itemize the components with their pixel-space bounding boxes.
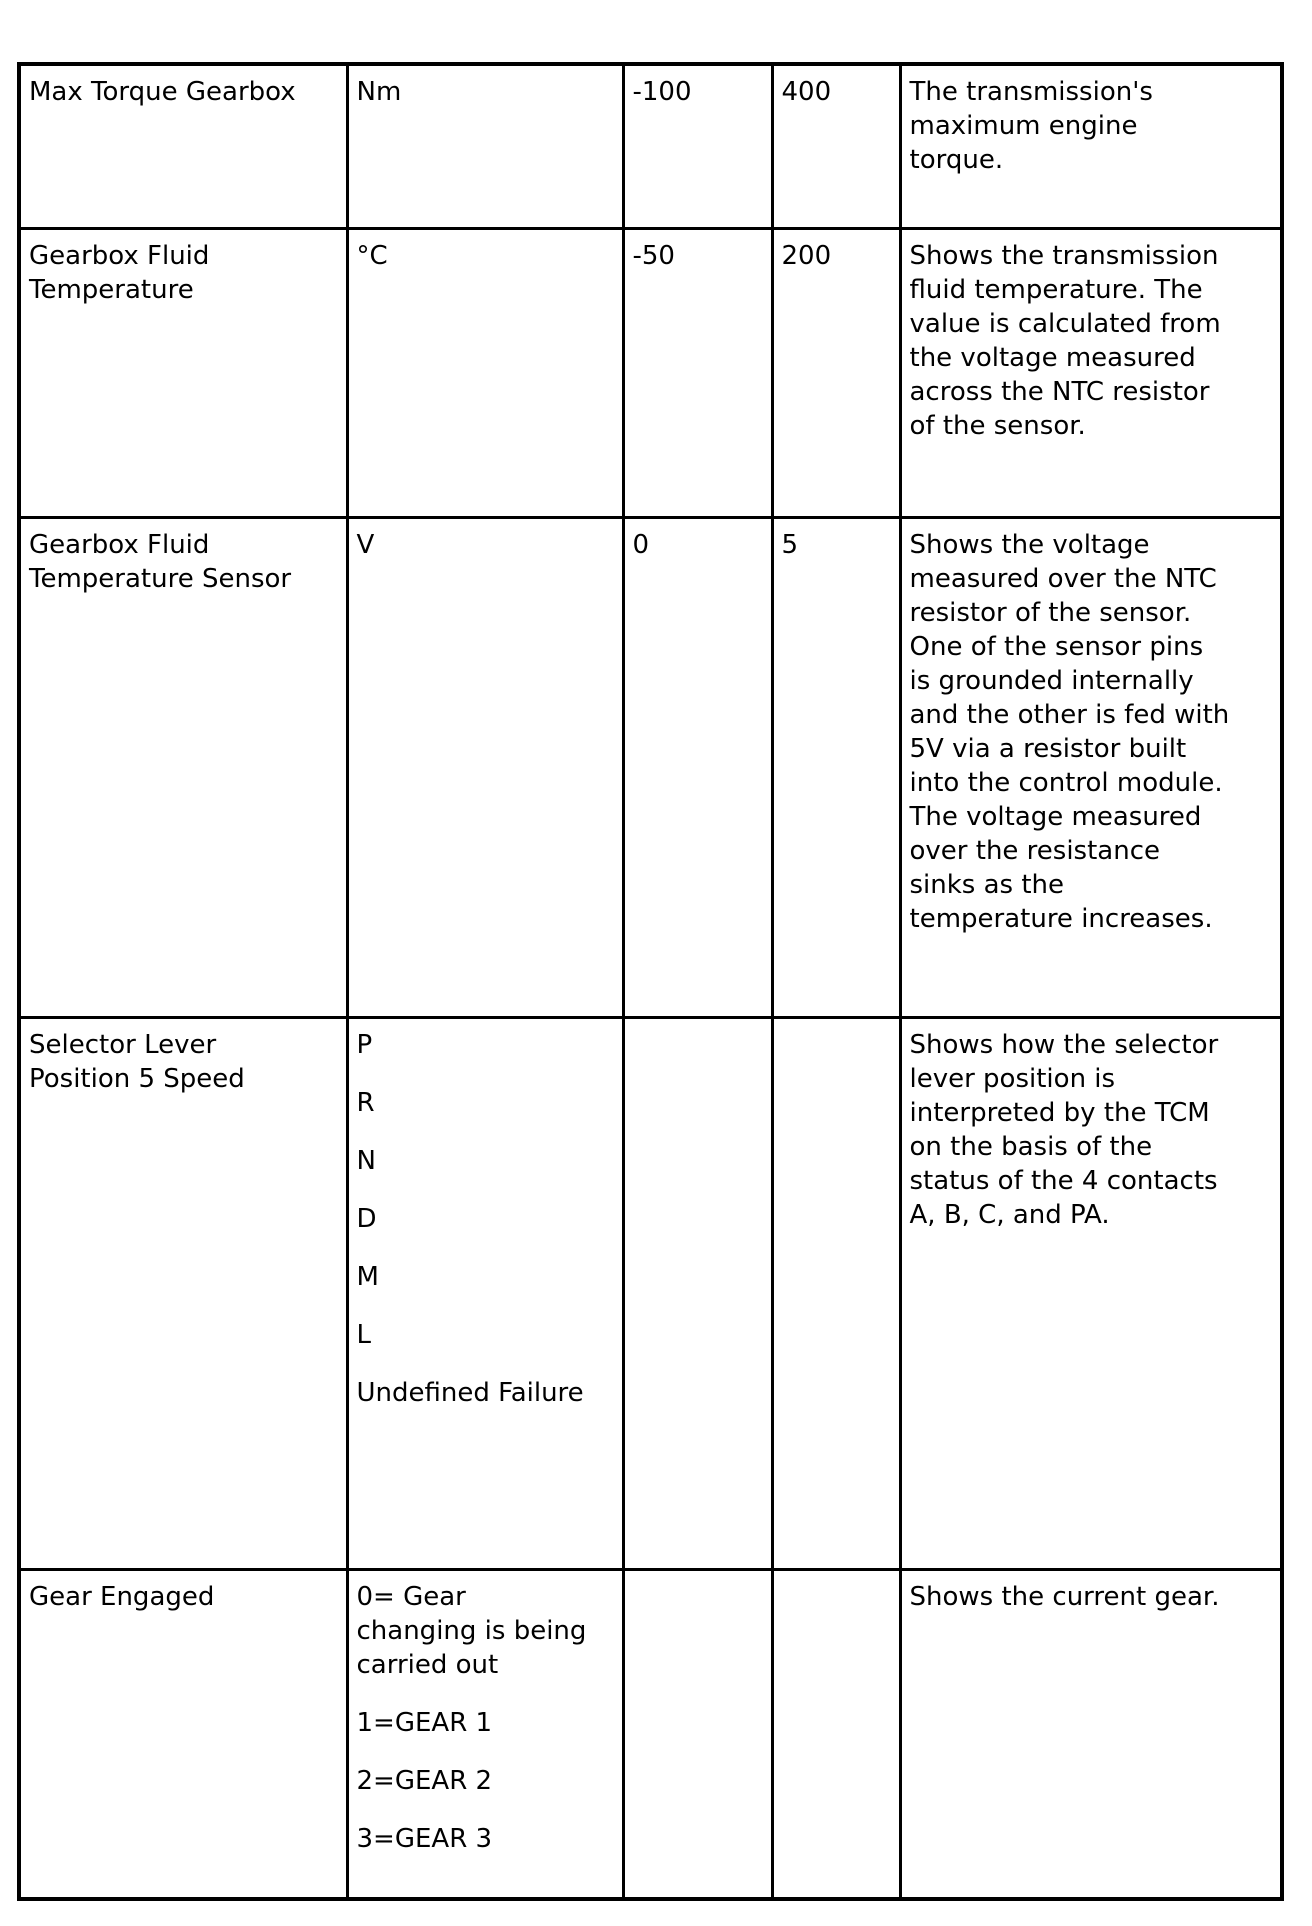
value-line: 3=GEAR 3 [356,1823,493,1854]
unit-values-cell [347,64,623,228]
min-value-cell [623,1569,772,1899]
max-value-cell: 400 [772,64,900,228]
max-value-cell: 200 [772,228,900,517]
value-line: 0= Gear changing is being carried out [356,1581,587,1680]
table-row [19,64,1282,228]
value-line: Undefined Failure [356,1377,584,1408]
unit-values-cell [347,1017,623,1569]
transmission-parameter-table [17,62,1284,1901]
value-line: N [356,1145,376,1176]
value-line: R [356,1087,375,1118]
param-name-cell: Gearbox Fluid Temperature [19,228,347,517]
max-value-cell [772,1569,900,1899]
description-cell: Shows the current gear. [900,1569,1282,1899]
table-row [19,1017,1282,1569]
value-line: 1=GEAR 1 [356,1707,493,1738]
value-line: °C [356,240,388,271]
param-name-cell: Max Torque Gearbox [19,64,347,228]
value-line: M [356,1261,379,1292]
min-value-cell: -100 [623,64,772,228]
max-value-cell: 5 [772,517,900,1017]
min-value-cell: 0 [623,517,772,1017]
unit-values-cell [347,228,623,517]
table-row [19,228,1282,517]
value-line: L [356,1319,371,1350]
description-cell: The transmission's maximum engine torque. [900,64,1282,228]
table-row [19,1569,1282,1899]
min-value-cell: -50 [623,228,772,517]
description-cell: Shows the transmission fluid temperature. The value is calculated from the voltage measured across the NTC resistor of the sensor. [900,228,1282,517]
table-row [19,517,1282,1017]
unit-values-cell [347,517,623,1017]
description-cell: Shows how the selector lever position is interpreted by the TCM on the basis of the status of the 4 contacts A, B, C, and PA. [900,1017,1282,1569]
description-cell: Shows the voltage measured over the NTC resistor of the sensor. One of the sensor pins is grounded internally and the other is fed with 5V via a resistor built into the control module. The voltage measured over the resistance sinks as the temperature increases. [900,517,1282,1017]
value-line: P [356,1029,373,1060]
max-value-cell [772,1017,900,1569]
value-line: 2=GEAR 2 [356,1765,493,1796]
value-line: V [356,529,375,560]
min-value-cell [623,1017,772,1569]
param-name-cell: Selector Lever Position 5 Speed [19,1017,347,1569]
param-name-cell: Gear Engaged [19,1569,347,1899]
unit-values-cell [347,1569,623,1899]
value-line: Nm [356,77,402,107]
value-line: D [356,1203,377,1234]
param-name-cell: Gearbox Fluid Temperature Sensor [19,517,347,1017]
